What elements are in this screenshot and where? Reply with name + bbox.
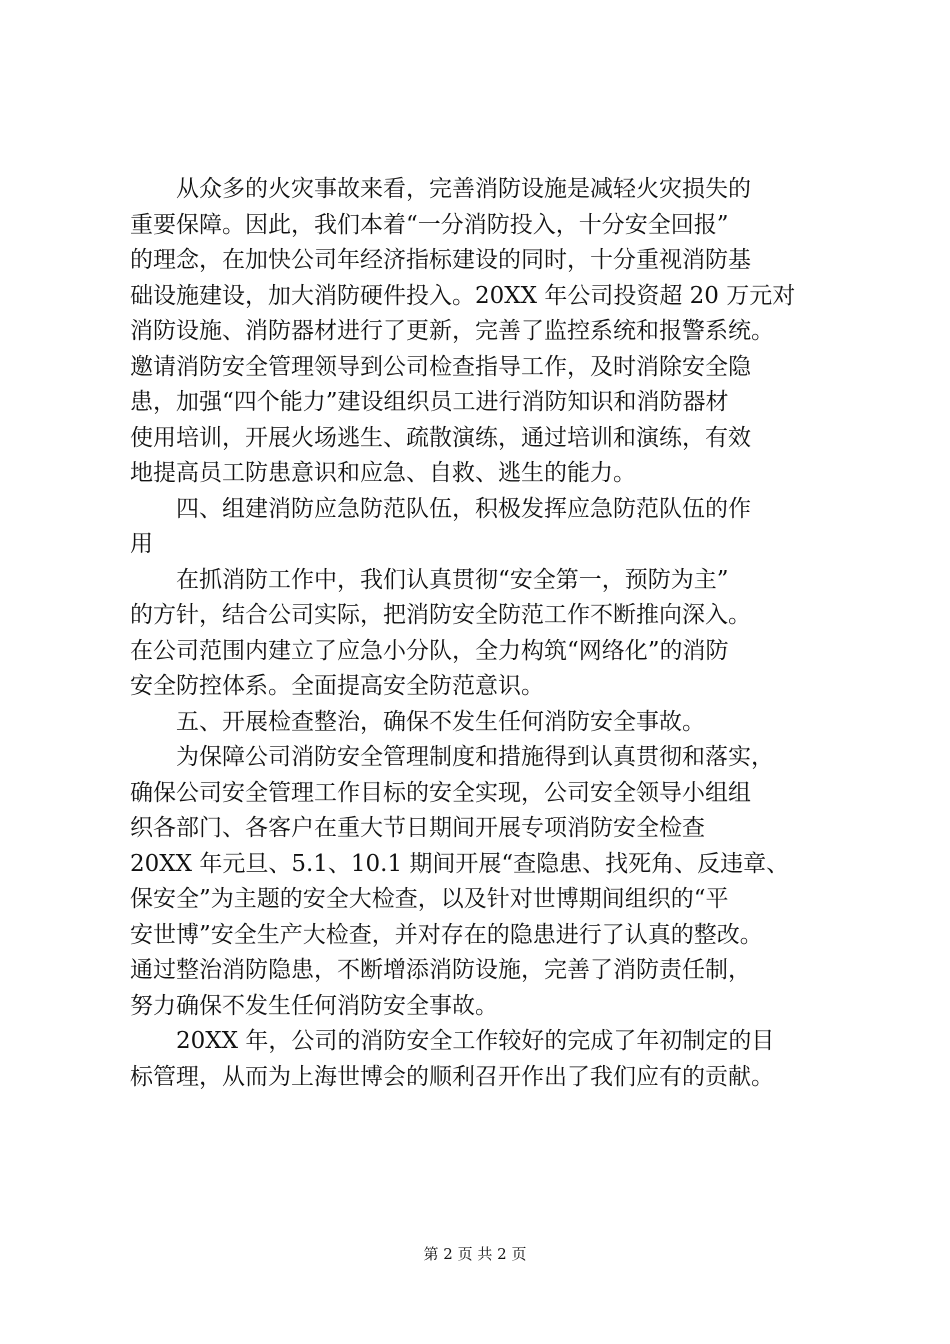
- paragraph-line: 使用培训，开展火场逃生、疏散演练，通过培训和演练，有效: [130, 424, 751, 451]
- paragraph-line: 努力确保不发生任何消防安全事故。: [130, 992, 498, 1019]
- section-heading-line: 五、开展检查整治，确保不发生任何消防安全事故。: [176, 708, 705, 735]
- paragraph-line: 的理念，在加快公司年经济指标建设的同时，十分重视消防基: [130, 247, 751, 273]
- paragraph-line: 安世博”安全生产大检查，并对存在的隐患进行了认真的整改。: [130, 921, 763, 948]
- paragraph-line: 安全防控体系。全面提高安全防范意识。: [130, 673, 544, 699]
- paragraph-line: 地提高员工防患意识和应急、自救、逃生的能力。: [130, 460, 636, 486]
- paragraph-line: 为保障公司消防安全管理制度和措施得到认真贯彻和落实，: [176, 744, 774, 770]
- paragraph-line: 消防设施、消防器材进行了更新，完善了监控系统和报警系统。: [130, 318, 774, 344]
- document-body: [130, 172, 850, 1095]
- paragraph-line: 20XX 年，公司的消防安全工作较好的完成了年初制定的目: [176, 1028, 775, 1054]
- paragraph-line: 患，加强“四个能力”建设组织员工进行消防知识和消防器材: [130, 389, 729, 415]
- paragraph-line: 标管理，从而为上海世博会的顺利召开作出了我们应有的贡献。: [130, 1063, 774, 1090]
- paragraph-line: 重要保障。因此，我们本着“一分消防投入，十分安全回报”: [130, 211, 729, 238]
- paragraph-line: 织各部门、各客户在重大节日期间开展专项消防安全检查: [130, 815, 705, 841]
- section-heading-line: 用: [130, 531, 153, 557]
- paragraph-line: 的方针，结合公司实际，把消防安全防范工作不断推向深入。: [130, 602, 751, 628]
- paragraph-line: 保安全”为主题的安全大检查，以及针对世博期间组织的“平: [130, 886, 729, 912]
- paragraph-line: 础设施建设，加大消防硬件投入。20XX 年公司投资超 20 万元对: [130, 282, 796, 309]
- page-number-footer: 第 2 页 共 2 页: [423, 1245, 527, 1263]
- paragraph-line: 在抓消防工作中，我们认真贯彻“安全第一，预防为主”: [176, 566, 729, 593]
- section-heading-line: 四、组建消防应急防范队伍，积极发挥应急防范队伍的作: [176, 495, 751, 522]
- paragraph-line: 在公司范围内建立了应急小分队，全力构筑“网络化”的消防: [130, 637, 729, 664]
- paragraph-line: 确保公司安全管理工作目标的安全实现，公司安全领导小组组: [130, 779, 751, 806]
- paragraph-line: 从众多的火灾事故来看，完善消防设施是减轻火灾损失的: [176, 176, 751, 202]
- paragraph-line: 20XX 年元旦、5.1、10.1 期间开展“查隐患、找死角、反违章、: [130, 850, 790, 877]
- paragraph-line: 通过整治消防隐患，不断增添消防设施，完善了消防责任制，: [130, 957, 751, 983]
- paragraph-line: 邀请消防安全管理领导到公司检查指导工作，及时消除安全隐: [130, 353, 751, 380]
